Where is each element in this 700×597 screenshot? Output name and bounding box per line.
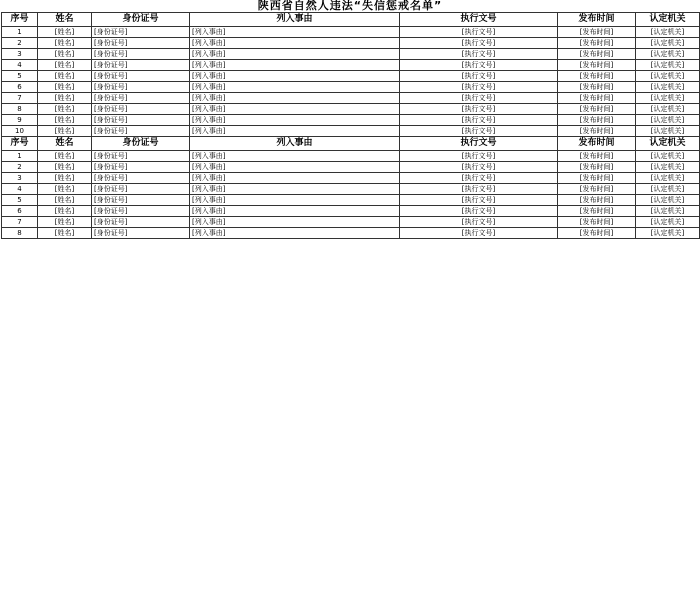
publish-date-cell: [发布时间] [558, 60, 636, 71]
table-row [2, 151, 700, 162]
issuing-court-cell: [认定机关] [636, 27, 700, 38]
table-row [2, 206, 700, 217]
case-number-cell: [执行文号] [400, 151, 558, 162]
issuing-court-cell: [认定机关] [636, 217, 700, 228]
listing-reason-cell: [列入事由] [190, 126, 400, 137]
publish-date-cell: [发布时间] [558, 27, 636, 38]
row-number-cell: 4 [2, 60, 38, 71]
case-number-cell: [执行文号] [400, 104, 558, 115]
table-row [2, 162, 700, 173]
case-number-cell: [执行文号] [400, 217, 558, 228]
table-row [2, 126, 700, 137]
issuing-court-cell: [认定机关] [636, 71, 700, 82]
issuing-court-cell: [认定机关] [636, 115, 700, 126]
table-body [2, 13, 700, 239]
case-number-cell: [执行文号] [400, 184, 558, 195]
case-number-cell: [执行文号] [400, 228, 558, 239]
case-number-cell: [执行文号] [400, 162, 558, 173]
publish-date-cell: [发布时间] [558, 151, 636, 162]
publish-date-cell: [发布时间] [558, 104, 636, 115]
id-number-cell: [身份证号] [92, 71, 190, 82]
publish-date-cell: [发布时间] [558, 126, 636, 137]
issuing-court-cell: [认定机关] [636, 184, 700, 195]
publish-date-cell: [发布时间] [558, 82, 636, 93]
case-number-cell: [执行文号] [400, 195, 558, 206]
case-number-cell: [执行文号] [400, 173, 558, 184]
table-row [2, 60, 700, 71]
listing-reason-cell: [列入事由] [190, 82, 400, 93]
header-listing-reason: 列入事由 [190, 13, 400, 27]
row-number-cell: 8 [2, 228, 38, 239]
case-number-cell: [执行文号] [400, 27, 558, 38]
id-number-cell: [身份证号] [92, 60, 190, 71]
person-name-cell: [姓名] [38, 38, 92, 49]
listing-reason-cell: [列入事由] [190, 27, 400, 38]
case-number-cell: [执行文号] [400, 82, 558, 93]
publish-date-cell: [发布时间] [558, 162, 636, 173]
person-name-cell: [姓名] [38, 93, 92, 104]
person-name-cell: [姓名] [38, 162, 92, 173]
table-row [2, 82, 700, 93]
row-number-cell: 7 [2, 217, 38, 228]
publish-date-cell: [发布时间] [558, 206, 636, 217]
row-number-cell: 2 [2, 162, 38, 173]
id-number-cell: [身份证号] [92, 228, 190, 239]
listing-reason-cell: [列入事由] [190, 71, 400, 82]
row-number-cell: 1 [2, 27, 38, 38]
issuing-court-cell: [认定机关] [636, 162, 700, 173]
person-name-cell: [姓名] [38, 60, 92, 71]
header-person-name: 姓名 [38, 13, 92, 27]
id-number-cell: [身份证号] [92, 151, 190, 162]
id-number-cell: [身份证号] [92, 217, 190, 228]
header-id-number: 身份证号 [92, 137, 190, 151]
case-number-cell: [执行文号] [400, 93, 558, 104]
issuing-court-cell: [认定机关] [636, 82, 700, 93]
row-number-cell: 5 [2, 71, 38, 82]
issuing-court-cell: [认定机关] [636, 93, 700, 104]
person-name-cell: [姓名] [38, 82, 92, 93]
person-name-cell: [姓名] [38, 115, 92, 126]
id-number-cell: [身份证号] [92, 173, 190, 184]
id-number-cell: [身份证号] [92, 184, 190, 195]
id-number-cell: [身份证号] [92, 93, 190, 104]
issuing-court-cell: [认定机关] [636, 60, 700, 71]
id-number-cell: [身份证号] [92, 49, 190, 60]
id-number-cell: [身份证号] [92, 206, 190, 217]
issuing-court-cell: [认定机关] [636, 173, 700, 184]
case-number-cell: [执行文号] [400, 49, 558, 60]
person-name-cell: [姓名] [38, 206, 92, 217]
publish-date-cell: [发布时间] [558, 184, 636, 195]
row-number-cell: 5 [2, 195, 38, 206]
header-row-number: 序号 [2, 13, 38, 27]
id-number-cell: [身份证号] [92, 195, 190, 206]
person-name-cell: [姓名] [38, 184, 92, 195]
listing-reason-cell: [列入事由] [190, 173, 400, 184]
listing-reason-cell: [列入事由] [190, 49, 400, 60]
row-number-cell: 2 [2, 38, 38, 49]
listing-reason-cell: [列入事由] [190, 206, 400, 217]
issuing-court-cell: [认定机关] [636, 228, 700, 239]
issuing-court-cell: [认定机关] [636, 38, 700, 49]
row-number-cell: 8 [2, 104, 38, 115]
listing-reason-cell: [列入事由] [190, 184, 400, 195]
publish-date-cell: [发布时间] [558, 115, 636, 126]
table-row [2, 228, 700, 239]
issuing-court-cell: [认定机关] [636, 206, 700, 217]
listing-reason-cell: [列入事由] [190, 104, 400, 115]
listing-reason-cell: [列入事由] [190, 38, 400, 49]
issuing-court-cell: [认定机关] [636, 151, 700, 162]
person-name-cell: [姓名] [38, 195, 92, 206]
page-title: 陕西省自然人违法“失信惩戒名单” [257, 0, 443, 12]
header-person-name: 姓名 [38, 137, 92, 151]
person-name-cell: [姓名] [38, 173, 92, 184]
table-row [2, 27, 700, 38]
row-number-cell: 6 [2, 82, 38, 93]
case-number-cell: [执行文号] [400, 206, 558, 217]
person-name-cell: [姓名] [38, 228, 92, 239]
listing-reason-cell: [列入事由] [190, 228, 400, 239]
header-id-number: 身份证号 [92, 13, 190, 27]
publish-date-cell: [发布时间] [558, 195, 636, 206]
row-number-cell: 6 [2, 206, 38, 217]
header-row [2, 137, 700, 151]
case-number-cell: [执行文号] [400, 60, 558, 71]
table-row [2, 93, 700, 104]
table-row [2, 71, 700, 82]
header-issuing-court: 认定机关 [636, 137, 700, 151]
listing-reason-cell: [列入事由] [190, 93, 400, 104]
publish-date-cell: [发布时间] [558, 93, 636, 104]
header-row-number: 序号 [2, 137, 38, 151]
table-row [2, 38, 700, 49]
header-issuing-court: 认定机关 [636, 13, 700, 27]
table-row [2, 195, 700, 206]
case-number-cell: [执行文号] [400, 71, 558, 82]
header-publish-date: 发布时间 [558, 137, 636, 151]
header-publish-date: 发布时间 [558, 13, 636, 27]
case-number-cell: [执行文号] [400, 126, 558, 137]
table-row [2, 217, 700, 228]
person-name-cell: [姓名] [38, 151, 92, 162]
row-number-cell: 9 [2, 115, 38, 126]
publish-date-cell: [发布时间] [558, 228, 636, 239]
header-case-number: 执行文号 [400, 137, 558, 151]
person-name-cell: [姓名] [38, 49, 92, 60]
case-number-cell: [执行文号] [400, 115, 558, 126]
row-number-cell: 7 [2, 93, 38, 104]
id-number-cell: [身份证号] [92, 27, 190, 38]
id-number-cell: [身份证号] [92, 104, 190, 115]
person-name-cell: [姓名] [38, 27, 92, 38]
listing-reason-cell: [列入事由] [190, 115, 400, 126]
issuing-court-cell: [认定机关] [636, 104, 700, 115]
id-number-cell: [身份证号] [92, 115, 190, 126]
issuing-court-cell: [认定机关] [636, 126, 700, 137]
header-listing-reason: 列入事由 [190, 137, 400, 151]
listing-reason-cell: [列入事由] [190, 60, 400, 71]
publish-date-cell: [发布时间] [558, 173, 636, 184]
case-number-cell: [执行文号] [400, 38, 558, 49]
publish-date-cell: [发布时间] [558, 217, 636, 228]
row-number-cell: 3 [2, 173, 38, 184]
id-number-cell: [身份证号] [92, 38, 190, 49]
publish-date-cell: [发布时间] [558, 49, 636, 60]
listing-reason-cell: [列入事由] [190, 195, 400, 206]
listing-reason-cell: [列入事由] [190, 217, 400, 228]
id-number-cell: [身份证号] [92, 126, 190, 137]
publish-date-cell: [发布时间] [558, 38, 636, 49]
table-row [2, 184, 700, 195]
row-number-cell: 1 [2, 151, 38, 162]
publish-date-cell: [发布时间] [558, 71, 636, 82]
table-row [2, 115, 700, 126]
header-case-number: 执行文号 [400, 13, 558, 27]
header-row [2, 13, 700, 27]
row-number-cell: 3 [2, 49, 38, 60]
row-number-cell: 10 [2, 126, 38, 137]
id-number-cell: [身份证号] [92, 82, 190, 93]
table-row [2, 104, 700, 115]
listing-reason-cell: [列入事由] [190, 162, 400, 173]
person-name-cell: [姓名] [38, 126, 92, 137]
table-row [2, 49, 700, 60]
listing-reason-cell: [列入事由] [190, 151, 400, 162]
person-name-cell: [姓名] [38, 217, 92, 228]
person-name-cell: [姓名] [38, 104, 92, 115]
id-number-cell: [身份证号] [92, 162, 190, 173]
issuing-court-cell: [认定机关] [636, 49, 700, 60]
table-row [2, 173, 700, 184]
issuing-court-cell: [认定机关] [636, 195, 700, 206]
row-number-cell: 4 [2, 184, 38, 195]
blacklist-table [1, 12, 700, 239]
person-name-cell: [姓名] [38, 71, 92, 82]
